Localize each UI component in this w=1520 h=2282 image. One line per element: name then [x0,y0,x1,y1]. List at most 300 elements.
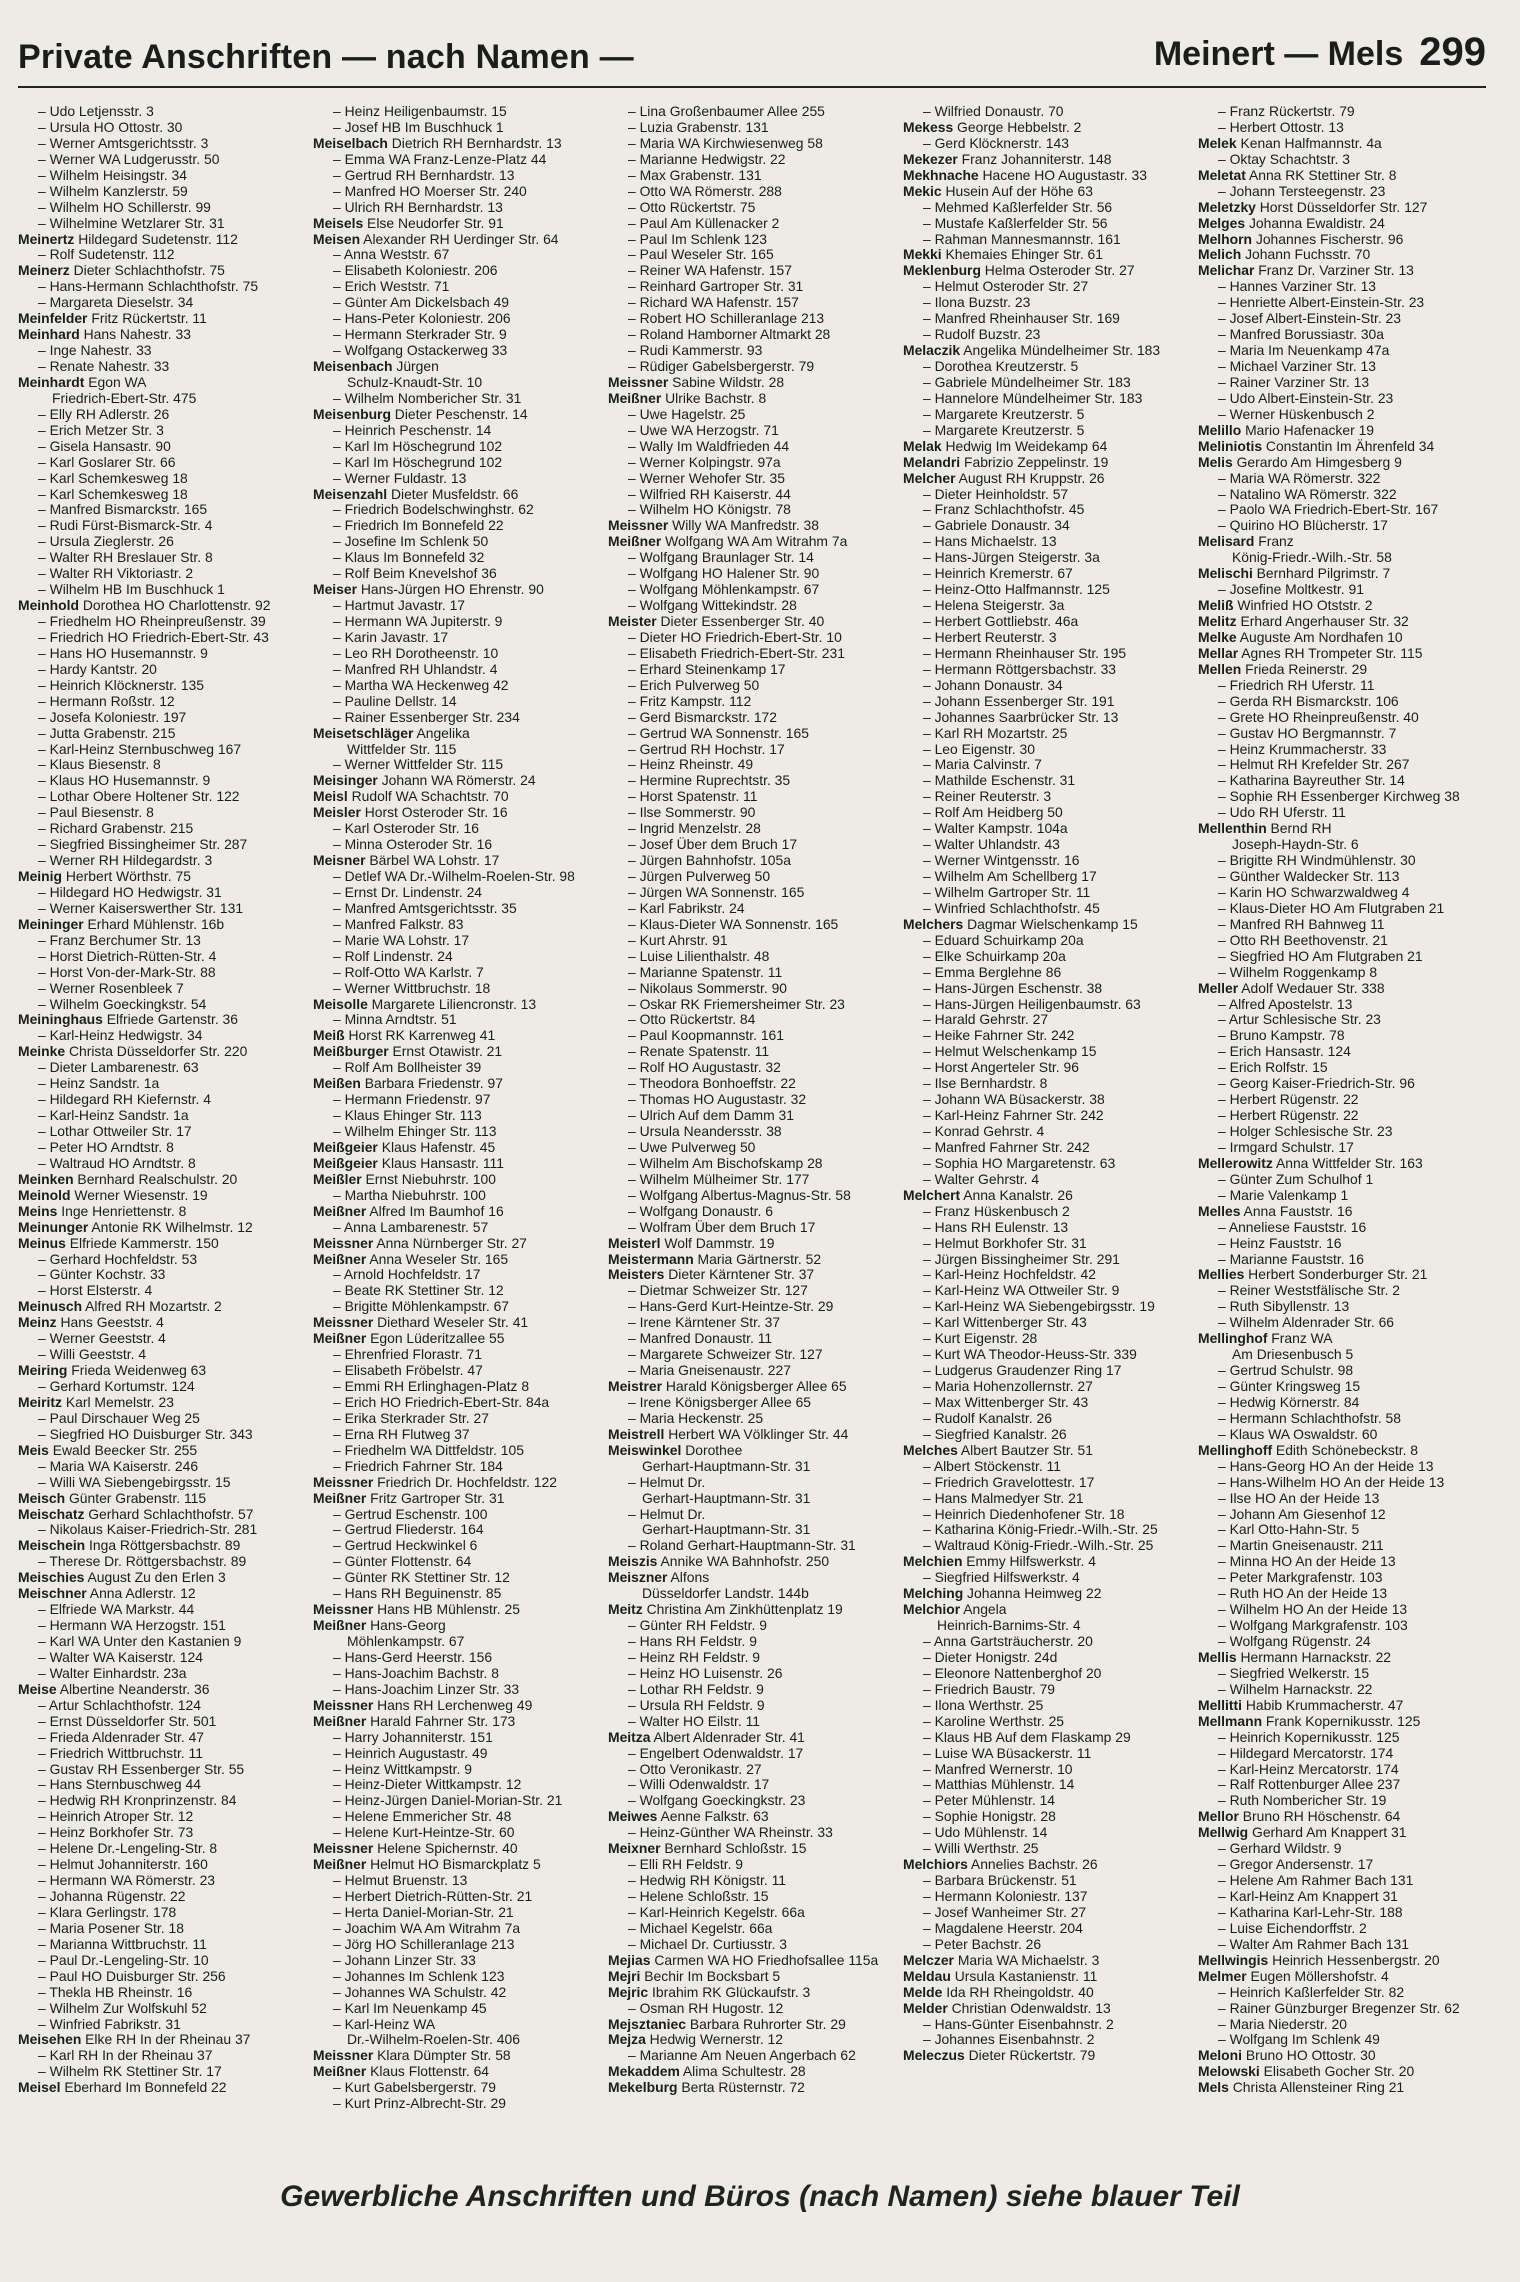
address: Dieter Schlachthofstr. 75 [69,263,225,279]
directory-entry: – Heinrich Augustastr. 49 [333,1745,488,1761]
directory-entry: – Maria Calvinstr. 7 [923,757,1042,773]
surname-entry [903,1969,1191,1985]
address: Winfried HO Otststr. 2 [1233,598,1373,614]
surname: Melillo [1198,422,1242,438]
directory-entry: – Gerhard Kortumstr. 124 [38,1379,195,1394]
address: Horst RK Karrenweg 41 [344,1028,496,1044]
surname: Melhorn [1198,231,1253,247]
surname: Meiwes [608,1809,658,1825]
directory-entry: – Thomas HO Augustastr. 32 [628,1092,807,1108]
address: Erhard Angerhauser Str. 32 [1236,614,1409,629]
directory-entry: – Wilhelm HO Schillerstr. 99 [38,199,211,215]
directory-entry: – Dorothea Kreutzerstr. 5 [923,359,1079,374]
directory-entry: – Walter RH Breslauer Str. 8 [38,550,213,566]
directory-entry: – Richard WA Hafenstr. 157 [628,295,799,311]
directory-entry: – Gisela Hansastr. 90 [38,438,171,454]
surname: Meißen [313,1076,361,1092]
surname: Melches [903,1442,958,1458]
surname: Meinus [18,1235,66,1251]
directory-entry: – Michael Kegelstr. 66a [628,1920,773,1936]
surname: Meliß [1198,598,1234,614]
directory-entry: – Elke Schuirkamp 20a [923,948,1066,964]
surname: Meistermann [608,1251,694,1267]
surname: Mellor [1198,1809,1239,1825]
surname-entry [1198,263,1486,279]
directory-entry: – Grete HO Rheinpreußenstr. 40 [1218,709,1419,725]
directory-entry: – Johann Linzer Str. 33 [333,1952,476,1968]
directory-entry: – Josefa Koloniestr. 197 [38,709,187,725]
directory-entry: – Katharina Bayreuther Str. 14 [1218,773,1405,789]
surname-entry [1198,423,1486,439]
address: Helene Spichernstr. 40 [373,1841,518,1857]
address: Angelika Mündelheimer Str. 183 [960,343,1161,359]
directory-entry: – Rolf Sudetenstr. 112 [38,247,175,263]
directory-entry: – Irene Kärntener Str. 37 [628,1315,781,1331]
directory-entry: – Peter Markgrafenstr. 103 [1218,1570,1383,1586]
surname-entry [313,582,601,598]
directory-entry: – Ralf Rottenburger Allee 237 [1218,1777,1401,1793]
surname: Melak [903,438,942,454]
address: Annike WA Bahnhofstr. 250 [657,1554,830,1570]
directory-entry: – Kurt Prinz-Albrecht-Str. 29 [333,2096,506,2112]
directory-entry: – Hermine Ruprechtstr. 35 [628,773,791,789]
address: Egon WA [84,374,147,390]
directory-entry: – Natalino WA Römerstr. 322 [1218,486,1397,502]
directory-entry: – Anna Gartsträucherstr. 20 [923,1634,1093,1649]
directory-entry: – Hildegard RH Kiefernstr. 4 [38,1092,211,1108]
address: Herbert WA Völklinger Str. 44 [664,1426,849,1442]
surname-entry [18,869,306,885]
surname: Meise [18,1681,57,1697]
directory-entry: – Wolfgang Ostackerweg 33 [333,343,508,359]
directory-entry: – Hermann Roßstr. 12 [38,693,175,709]
surname-entry [313,1140,601,1156]
directory-entry: – Friedrich Im Bonnefeld 22 [333,518,504,534]
surname-entry [1198,1953,1486,1969]
directory-entry: – Werner Hüskenbusch 2 [1218,406,1375,422]
directory-entry: – Horst Elsterstr. 4 [38,1283,153,1299]
address: Dorothea HO Charlottenstr. 92 [78,598,271,614]
directory-entry: – Margarete Schweizer Str. 127 [628,1347,823,1363]
surname: Mejric [608,1984,649,2000]
surname-entry [18,1363,306,1379]
address: Christian Odenwaldstr. 13 [947,2000,1111,2016]
surname-entry [1198,1204,1486,1220]
directory-entry: – Johannes Saarbrücker Str. 13 [923,709,1119,725]
address: Karl Memelstr. 23 [62,1394,174,1410]
surname: Mellenthin [1198,821,1267,837]
directory-entry: – Luise Eichendorffstr. 2 [1218,1920,1367,1936]
directory-entry: – Werner Fuldastr. 13 [333,470,467,486]
address: George Hebbelstr. 2 [953,119,1082,135]
directory-entry: – Margarete Kreutzerstr. 5 [923,406,1085,422]
address: Eberhard Im Bonnefeld 22 [60,2080,227,2096]
directory-entry: – Paul Biesenstr. 8 [38,805,154,821]
surname: Meliniotis [1198,438,1263,454]
address: Franz Johanniterstr. 148 [957,151,1112,167]
directory-entry: – Josef Über dem Bruch 17 [628,837,798,853]
directory-entry: – Heinz-Otto Halfmannstr. 125 [923,582,1110,598]
surname-entry [18,2080,306,2096]
directory-entry: Am Driesenbusch 5 [1232,1347,1354,1363]
surname-entry [608,1252,896,1268]
surname-entry [18,1188,306,1204]
directory-entry: – Karl-Heinz Mercatorstr. 174 [1218,1761,1399,1777]
directory-entry: – Ilse HO An der Heide 13 [1218,1490,1380,1506]
directory-entry: – Werner Wittbruchstr. 18 [333,980,491,996]
address: Gerardo Am Himgesberg 9 [1232,454,1402,470]
directory-entry: – Leo RH Dorotheenstr. 10 [333,645,499,661]
address: Franz Dr. Varziner Str. 13 [1254,263,1414,279]
directory-entry: – Waltraud König-Friedr.-Wilh.-Str. 25 [923,1538,1154,1554]
directory-entry: König-Friedr.-Wilh.-Str. 58 [1232,550,1392,566]
address: Anna Adlerstr. 12 [86,1586,196,1602]
directory-entry: – Matthias Mühlenstr. 14 [923,1777,1075,1793]
directory-entry: – Elisabeth Koloniestr. 206 [333,263,498,279]
directory-entry: – Udo RH Uferstr. 11 [1218,805,1346,821]
directory-entry: – Herbert Dietrich-Rütten-Str. 21 [333,1889,533,1904]
surname: Meisch [18,1490,66,1506]
surname: Melischi [1198,566,1253,582]
directory-entry: Friedrich-Ebert-Str. 475 [52,390,197,406]
surname: Melcher [903,470,956,486]
directory-entry: – Luise Lilienthalstr. 48 [628,948,770,964]
directory-entry: – Waltraud HO Arndtstr. 8 [38,1155,196,1171]
surname-entry [608,2017,896,2033]
directory-entry: – Minna Arndtstr. 51 [333,1012,457,1028]
directory-entry: – Gertrud Fliederstr. 164 [333,1522,484,1538]
directory-entry: – Konrad Gehrstr. 4 [923,1124,1045,1139]
directory-entry: – Hans RH Feldstr. 9 [628,1634,757,1649]
surname-entry [903,247,1191,263]
surname: Meissner [313,1697,374,1713]
directory-entry: – Günter Kochstr. 33 [38,1267,166,1283]
directory-entry: – Helmut RH Krefelder Str. 267 [1218,757,1410,773]
address: Angela [960,1602,1007,1618]
address: Herbert Wörthstr. 75 [62,869,191,884]
surname-entry [903,2048,1191,2064]
directory-entry: – Karl-Heinz Sandstr. 1a [38,1108,189,1124]
surname-entry [313,1841,601,1857]
directory-entry: – Luzia Grabenstr. 131 [628,119,769,135]
surname: Meissner [313,1602,374,1618]
surname-entry [1198,455,1486,471]
address: Egon Lüderitzallee 55 [366,1331,505,1347]
address: Habib Krummacherstr. 47 [1242,1697,1404,1713]
directory-entry: – Ulrich Auf dem Damm 31 [628,1108,794,1124]
address: August Zu den Erlen 3 [84,1570,226,1586]
directory-entry: – Friedrich Wittbruchstr. 11 [38,1745,203,1761]
directory-entry: – Manfred Fahrner Str. 242 [923,1139,1090,1155]
surname: Meinken [18,1171,74,1187]
address: Elfriede Gartenstr. 36 [102,1012,239,1028]
surname-entry [18,1395,306,1411]
directory-entry: – Hans-Jürgen Steigerstr. 3a [923,550,1100,566]
address: Albert Bautzer Str. 51 [957,1442,1093,1458]
surname-entry [608,1602,896,1618]
directory-entry: – Lothar Obere Holtener Str. 122 [38,789,240,805]
address: Dieter Kärntener Str. 37 [664,1267,815,1283]
address: Willy WA Manfredstr. 38 [668,518,820,534]
surname: Meiswinkel [608,1442,682,1458]
surname-entry [608,2064,896,2080]
directory-entry: – Rudi Kammerstr. 93 [628,343,763,359]
directory-entry: – Wilfried Donaustr. 70 [923,104,1064,119]
directory-entry: – Hans Michaelstr. 13 [923,534,1057,550]
surname: Meißner [313,1331,367,1347]
directory-entry: – Robert HO Schilleranlage 213 [628,311,825,327]
directory-entry: – Joachim WA Am Witrahm 7a [333,1920,521,1936]
directory-entry: – Artur Schlesische Str. 23 [1218,1012,1381,1028]
directory-entry: – Franz Schlachthofstr. 45 [923,502,1085,518]
surname: Meistrer [608,1379,663,1394]
directory-entry: – Werner Rosenbleek 7 [38,980,184,996]
directory-entry: – Helmut Dr. [628,1474,706,1490]
directory-entry: – Walter Gehrstr. 4 [923,1171,1040,1187]
surname-entry [1198,1714,1486,1730]
surname: Meischein [18,1538,86,1554]
directory-entry: – Johann Am Giesenhof 12 [1218,1506,1386,1522]
address: Jürgen [392,359,439,374]
directory-entry: – Walter Am Rahmer Bach 131 [1218,1936,1409,1952]
directory-entry: – Emma WA Franz-Lenze-Platz 44 [333,151,547,167]
directory-entry: – Ilona Werthstr. 25 [923,1697,1044,1713]
directory-entry: – Udo Mühlenstr. 14 [923,1825,1048,1841]
surname-entry [608,1570,896,1586]
directory-entry: – Marianne Hedwigstr. 22 [628,151,786,167]
address: Ibrahim RK Glückaufstr. 3 [648,1984,811,2000]
directory-entry: – Reinhard Gartroper Str. 31 [628,279,804,295]
surname-entry [18,1315,306,1331]
column-1 [18,104,306,2154]
surname-entry [313,1857,601,1873]
surname: Meixner [608,1841,661,1857]
surname-entry [1198,1443,1486,1459]
directory-entry: – Marianne Am Neuen Angerbach 62 [628,2048,856,2064]
directory-entry: – Martha Niebuhrstr. 100 [333,1187,486,1203]
directory-entry: – Mehmed Kaßlerfelder Str. 56 [923,199,1113,215]
surname-entry [313,216,601,232]
surname-entry [313,2064,601,2080]
surname: Melczer [903,1952,954,1968]
surname: Meissner [313,1235,374,1251]
address: Diethard Weseler Str. 41 [373,1315,529,1331]
surname: Meißner [313,1618,367,1634]
directory-entry: – Rolf Beim Knevelshof 36 [333,566,497,582]
directory-entry: – Werner Kaiserswerther Str. 131 [38,900,244,916]
directory-entry: – Johannes WA Schulstr. 42 [333,1984,507,2000]
directory-entry: – Heinz HO Luisenstr. 26 [628,1665,783,1681]
address: Bärbel WA Lohstr. 17 [365,853,500,869]
directory-entry: – Erna RH Flutweg 37 [333,1426,470,1442]
directory-entry: – Katharina König-Friedr.-Wilh.-Str. 25 [923,1522,1158,1538]
directory-entry: – Sophie Honigstr. 28 [923,1809,1056,1825]
directory-entry: – Karl Goslarer Str. 66 [38,454,176,470]
directory-entry: – Wolfgang Rügenstr. 24 [1218,1634,1371,1649]
surname: Melching [903,1586,964,1602]
directory-entry: – Elli RH Feldstr. 9 [628,1857,744,1873]
directory-entry: – Karl-Heinz Am Knappert 31 [1218,1889,1398,1904]
directory-entry: – Horst Dietrich-Rütten-Str. 4 [38,948,217,964]
address: Werner Wiesenstr. 19 [70,1187,208,1203]
directory-entry: – Henriette Albert-Einstein-Str. 23 [1218,295,1425,311]
surname-entry [903,1953,1191,1969]
surname: Meiszner [608,1570,668,1586]
directory-entry: – Marianne Fauststr. 16 [1218,1251,1364,1267]
address: Dieter Peschenstr. 14 [390,406,528,422]
address: Husein Auf der Höhe 63 [941,183,1093,199]
directory-entry: – Maria WA Römerstr. 322 [1218,470,1381,486]
directory-entry: – Reiner Reuterstr. 3 [923,789,1052,805]
surname: Meissner [313,1474,374,1490]
directory-entry: – Max Wittenberger Str. 43 [923,1394,1089,1410]
directory-entry: – Ludgerus Graudenzer Ring 17 [923,1363,1122,1379]
address: Helma Osteroder Str. 27 [980,263,1135,279]
directory-entry: – Karl Schemkesweg 18 [38,486,188,502]
directory-entry: – Hans-Hermann Schlachthofstr. 75 [38,279,259,295]
surname-entry [903,1554,1191,1570]
surname-entry [608,534,896,550]
directory-entry: Düsseldorfer Landstr. 144b [642,1586,809,1602]
directory-entry: – Gustav HO Bergmannstr. 7 [1218,725,1397,741]
directory-entry: – Bruno Kampstr. 78 [1218,1028,1345,1044]
address: Angelika [413,725,470,741]
surname-entry [1198,1825,1486,1841]
directory-entry: – Georg Kaiser-Friedrich-Str. 96 [1218,1076,1415,1092]
address: Hans RH Lerchenweg 49 [373,1697,533,1713]
directory-entry: – Elly RH Adlerstr. 26 [38,406,170,422]
directory-entry: – Gertrud RH Bernhardstr. 13 [333,167,515,183]
address: Johann Fuchsstr. 70 [1241,247,1371,263]
address: Hedwig Im Weidekamp 64 [941,438,1108,454]
directory-entry: – Lina Großenbaumer Allee 255 [628,104,825,119]
directory-entry: – Wilhelm Roggenkamp 8 [1218,964,1378,980]
directory-entry: – Jörg HO Schilleranlage 213 [333,1936,515,1952]
address: Horst Osteroder Str. 16 [360,805,508,821]
surname: Mekic [903,183,942,199]
surname-entry [608,518,896,534]
directory-entry: – Hans RH Eulenstr. 13 [923,1219,1069,1235]
directory-entry: – Karoline Werthstr. 25 [923,1713,1065,1729]
surname: Mellen [1198,661,1242,677]
surname: Melisard [1198,534,1255,550]
directory-entry: – Günter Am Dickelsbach 49 [333,295,510,311]
directory-entry: – Wilhelm Harnackstr. 22 [1218,1681,1373,1697]
directory-entry: – Anneliese Fauststr. 16 [1218,1219,1367,1235]
directory-entry: – Ursula HO Ottostr. 30 [38,119,183,135]
directory-entry: – Heinz RH Feldstr. 9 [628,1649,761,1665]
directory-entry: – Hans RH Beguinenstr. 85 [333,1586,502,1602]
directory-entry: – Gerd Bismarckstr. 172 [628,709,777,725]
directory-entry: – Hermann WA Herzogstr. 151 [38,1618,226,1634]
directory-entry: – Reiner Weststfälische Str. 2 [1218,1283,1400,1299]
surname: Meißner [313,1203,367,1219]
surname: Meklenburg [903,263,981,279]
address: Ewald Beecker Str. 255 [48,1442,198,1458]
directory-entry: – Nikolaus Kaiser-Friedrich-Str. 281 [38,1522,258,1538]
directory-entry: – Anna Lambarenestr. 57 [333,1219,489,1235]
address: Elke RH In der Rheinau 37 [81,2032,251,2048]
surname: Meisolle [313,996,368,1012]
directory-entry: Schulz-Knaudt-Str. 10 [347,374,483,390]
surname-entry [1198,168,1486,184]
surname: Meininghaus [18,1012,103,1028]
surname-entry [903,1443,1191,1459]
directory-entry: – Ruth Sibyllenstr. 13 [1218,1299,1350,1315]
directory-entry: – Josefine Im Schlenk 50 [333,534,489,550]
surname-entry [313,1315,601,1331]
surname-entry [313,1156,601,1172]
directory-entry: – Herbert Rügenstr. 22 [1218,1092,1359,1108]
surname-entry [18,1538,306,1554]
address: Frank Kopernikusstr. 125 [1262,1713,1421,1729]
directory-entry: – Dieter Lambarenestr. 63 [38,1060,199,1076]
surname: Melles [1198,1203,1241,1219]
directory-entry: – Karl Fabrikstr. 24 [628,900,745,916]
surname: Mellmann [1198,1713,1263,1729]
address: Fritz Rückertstr. 11 [87,311,207,327]
directory-entry: – Gertrud WA Sonnenstr. 165 [628,725,809,741]
surname-entry [1198,2048,1486,2064]
surname: Mellwingis [1198,1952,1269,1968]
address: Constantin Im Ährenfeld 34 [1262,438,1435,454]
directory-entry: – Wilhelm HB Im Buschhuck 1 [38,582,225,598]
surname-entry [608,1267,896,1283]
surname: Mekess [903,119,954,135]
directory-entry: – Mathilde Eschenstr. 31 [923,773,1076,789]
directory-entry: – Hermann Friedenstr. 97 [333,1092,491,1108]
surname-entry [18,1586,306,1602]
surname-entry [903,1857,1191,1873]
surname: Meiselbach [313,135,388,151]
directory-entry: – Franz Hüskenbusch 2 [923,1203,1070,1219]
directory-entry: – Dieter HO Friedrich-Ebert-Str. 10 [628,629,842,645]
directory-entry: – Walter Einhardstr. 23a [38,1665,187,1681]
directory-entry: – Peter Mühlenstr. 14 [923,1793,1056,1809]
column-2 [313,104,601,2154]
surname: Melaczik [903,343,961,359]
directory-entry: – Gerhard Hochfeldstr. 53 [38,1251,198,1267]
directory-entry: – Paul Am Küllenacker 2 [628,215,780,231]
directory-entry: – Karl Wittenberger Str. 43 [923,1315,1087,1331]
directory-entry: – Heinrich Diedenhofener Str. 18 [923,1506,1125,1522]
surname-entry [903,455,1191,471]
surname-entry [313,2048,601,2064]
directory-entry: – Günther Waldecker Str. 113 [1218,869,1400,884]
directory-entry: – Heinrich Kremerstr. 67 [923,566,1073,582]
directory-entry: – Willi Odenwaldstr. 17 [628,1777,770,1793]
surname-entry [608,1841,896,1857]
directory-entry: – Erich Pulverweg 50 [628,677,760,693]
directory-entry: – Karl RH In der Rheinau 37 [38,2048,213,2064]
address: Ursula Kastanienstr. 11 [950,1968,1098,1984]
directory-entry: – Dieter Heinholdstr. 57 [923,486,1069,502]
surname: Meldau [903,1968,951,1984]
directory-entry: – Hermann WA Jupiterstr. 9 [333,614,503,629]
directory-entry: – Heinrich Kopernikusstr. 125 [1218,1729,1400,1745]
surname: Meletzky [1198,199,1256,215]
address: Barbara Ruhrorter Str. 29 [685,2016,846,2032]
surname: Meisehen [18,2032,82,2048]
surname: Melchien [903,1554,963,1570]
surname-entry [1198,981,1486,997]
directory-entry: – Richard Grabenstr. 215 [38,821,194,837]
directory-entry: – Mustafe Kaßlerfelder Str. 56 [923,215,1108,231]
directory-entry: – Hans-Gerd Kurt-Heintze-Str. 29 [628,1299,834,1315]
directory-entry: – Gertrud RH Hochstr. 17 [628,741,785,757]
directory-entry: – Willi Geeststr. 4 [38,1347,147,1363]
directory-entry: – Leo Eigenstr. 30 [923,741,1035,757]
